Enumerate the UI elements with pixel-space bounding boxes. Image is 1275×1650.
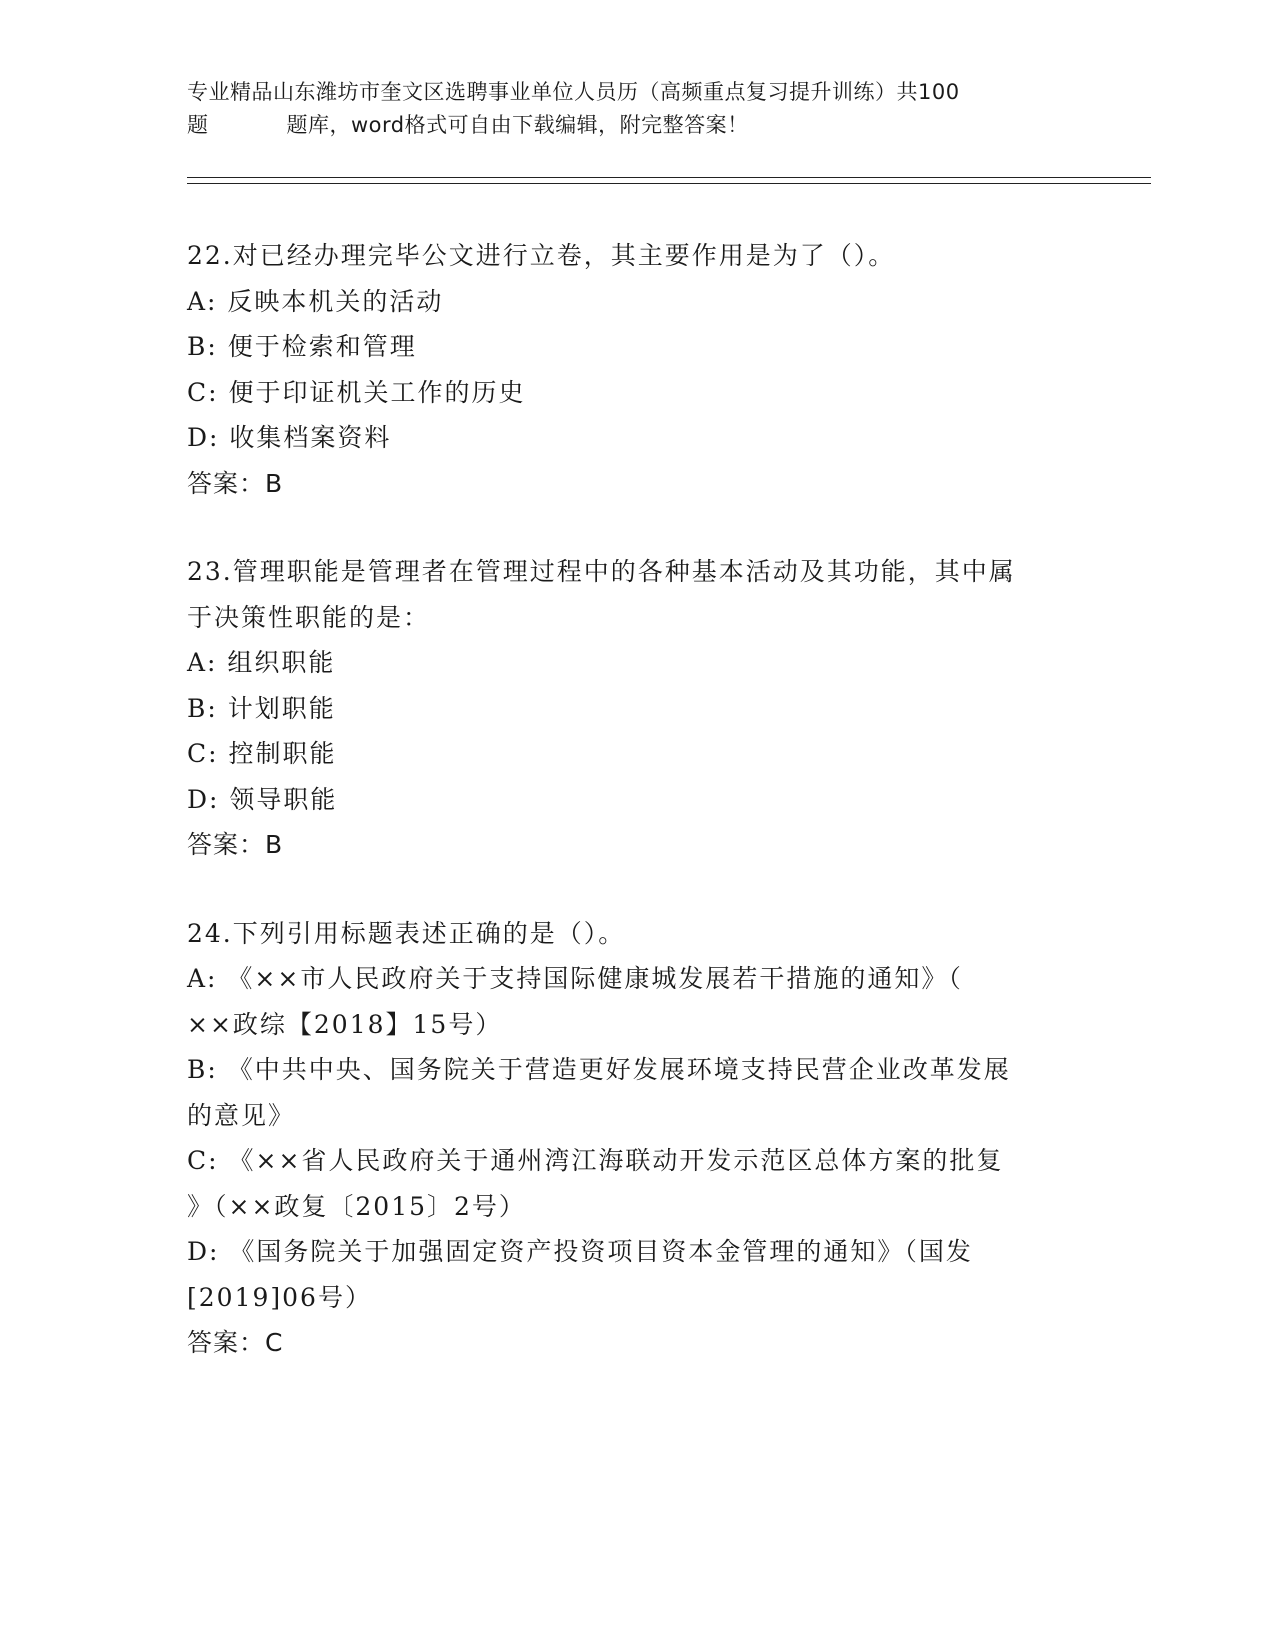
- question-text: 23.管理职能是管理者在管理过程中的各种基本活动及其功能，其中属: [187, 557, 1016, 586]
- option-a: A: 《××市人民政府关于支持国际健康城发展若干措施的通知》（: [187, 964, 963, 993]
- answer: 答案：C: [187, 1328, 284, 1357]
- page-header: [187, 76, 1087, 142]
- question-text: 24.下列引用标题表述正确的是（）。: [187, 918, 626, 948]
- answer: 答案：B: [187, 468, 284, 498]
- option-b: B: 计划职能: [187, 693, 336, 723]
- option-d: D: 《国务院关于加强固定资产投资项目资本金管理的通知》（国发: [187, 1237, 973, 1266]
- question-list: [187, 233, 1087, 1409]
- answer: 答案：B: [187, 830, 284, 859]
- header-rule-bottom: [187, 183, 1151, 184]
- option-c: C: 《××省人民政府关于通州湾江海联动开发示范区总体方案的批复: [187, 1146, 1004, 1175]
- option-c: C: 便于印证机关工作的历史: [187, 377, 526, 407]
- header-line-2-right: 题库，word格式可自由下载编辑，附完整答案！: [286, 113, 749, 137]
- question-23: [187, 549, 1087, 868]
- header-rule-top: [187, 177, 1151, 178]
- option-a: A: 组织职能: [187, 648, 336, 677]
- option-b: B: 便于检索和管理: [187, 332, 417, 361]
- question-text: 22.对已经办理完毕公文进行立卷，其主要作用是为了（）。: [187, 241, 896, 270]
- option-a: A: 反映本机关的活动: [187, 286, 444, 316]
- option-b-cont: 的意见》: [187, 1100, 296, 1130]
- option-a-cont: ××政综【2018】15号）: [187, 1009, 503, 1039]
- option-d-cont: [2019]06号）: [187, 1282, 372, 1312]
- option-c: C: 控制职能: [187, 739, 337, 768]
- header-line-2-left: 题: [187, 113, 209, 137]
- question-22: [187, 233, 1087, 506]
- question-text-cont: 于决策性职能的是：: [187, 602, 431, 632]
- header-line-1: 专业精品山东潍坊市奎文区选聘事业单位人员历（高频重点复习提升训练）共100: [187, 80, 960, 104]
- option-d: D: 领导职能: [187, 784, 338, 814]
- option-d: D: 收集档案资料: [187, 423, 392, 452]
- option-b: B: 《中共中央、国务院关于营造更好发展环境支持民营企业改革发展: [187, 1055, 1011, 1084]
- option-c-cont: 》（××政复〔2015〕2号）: [187, 1191, 526, 1221]
- header-line-2: [187, 109, 1087, 142]
- question-24: [187, 911, 1087, 1366]
